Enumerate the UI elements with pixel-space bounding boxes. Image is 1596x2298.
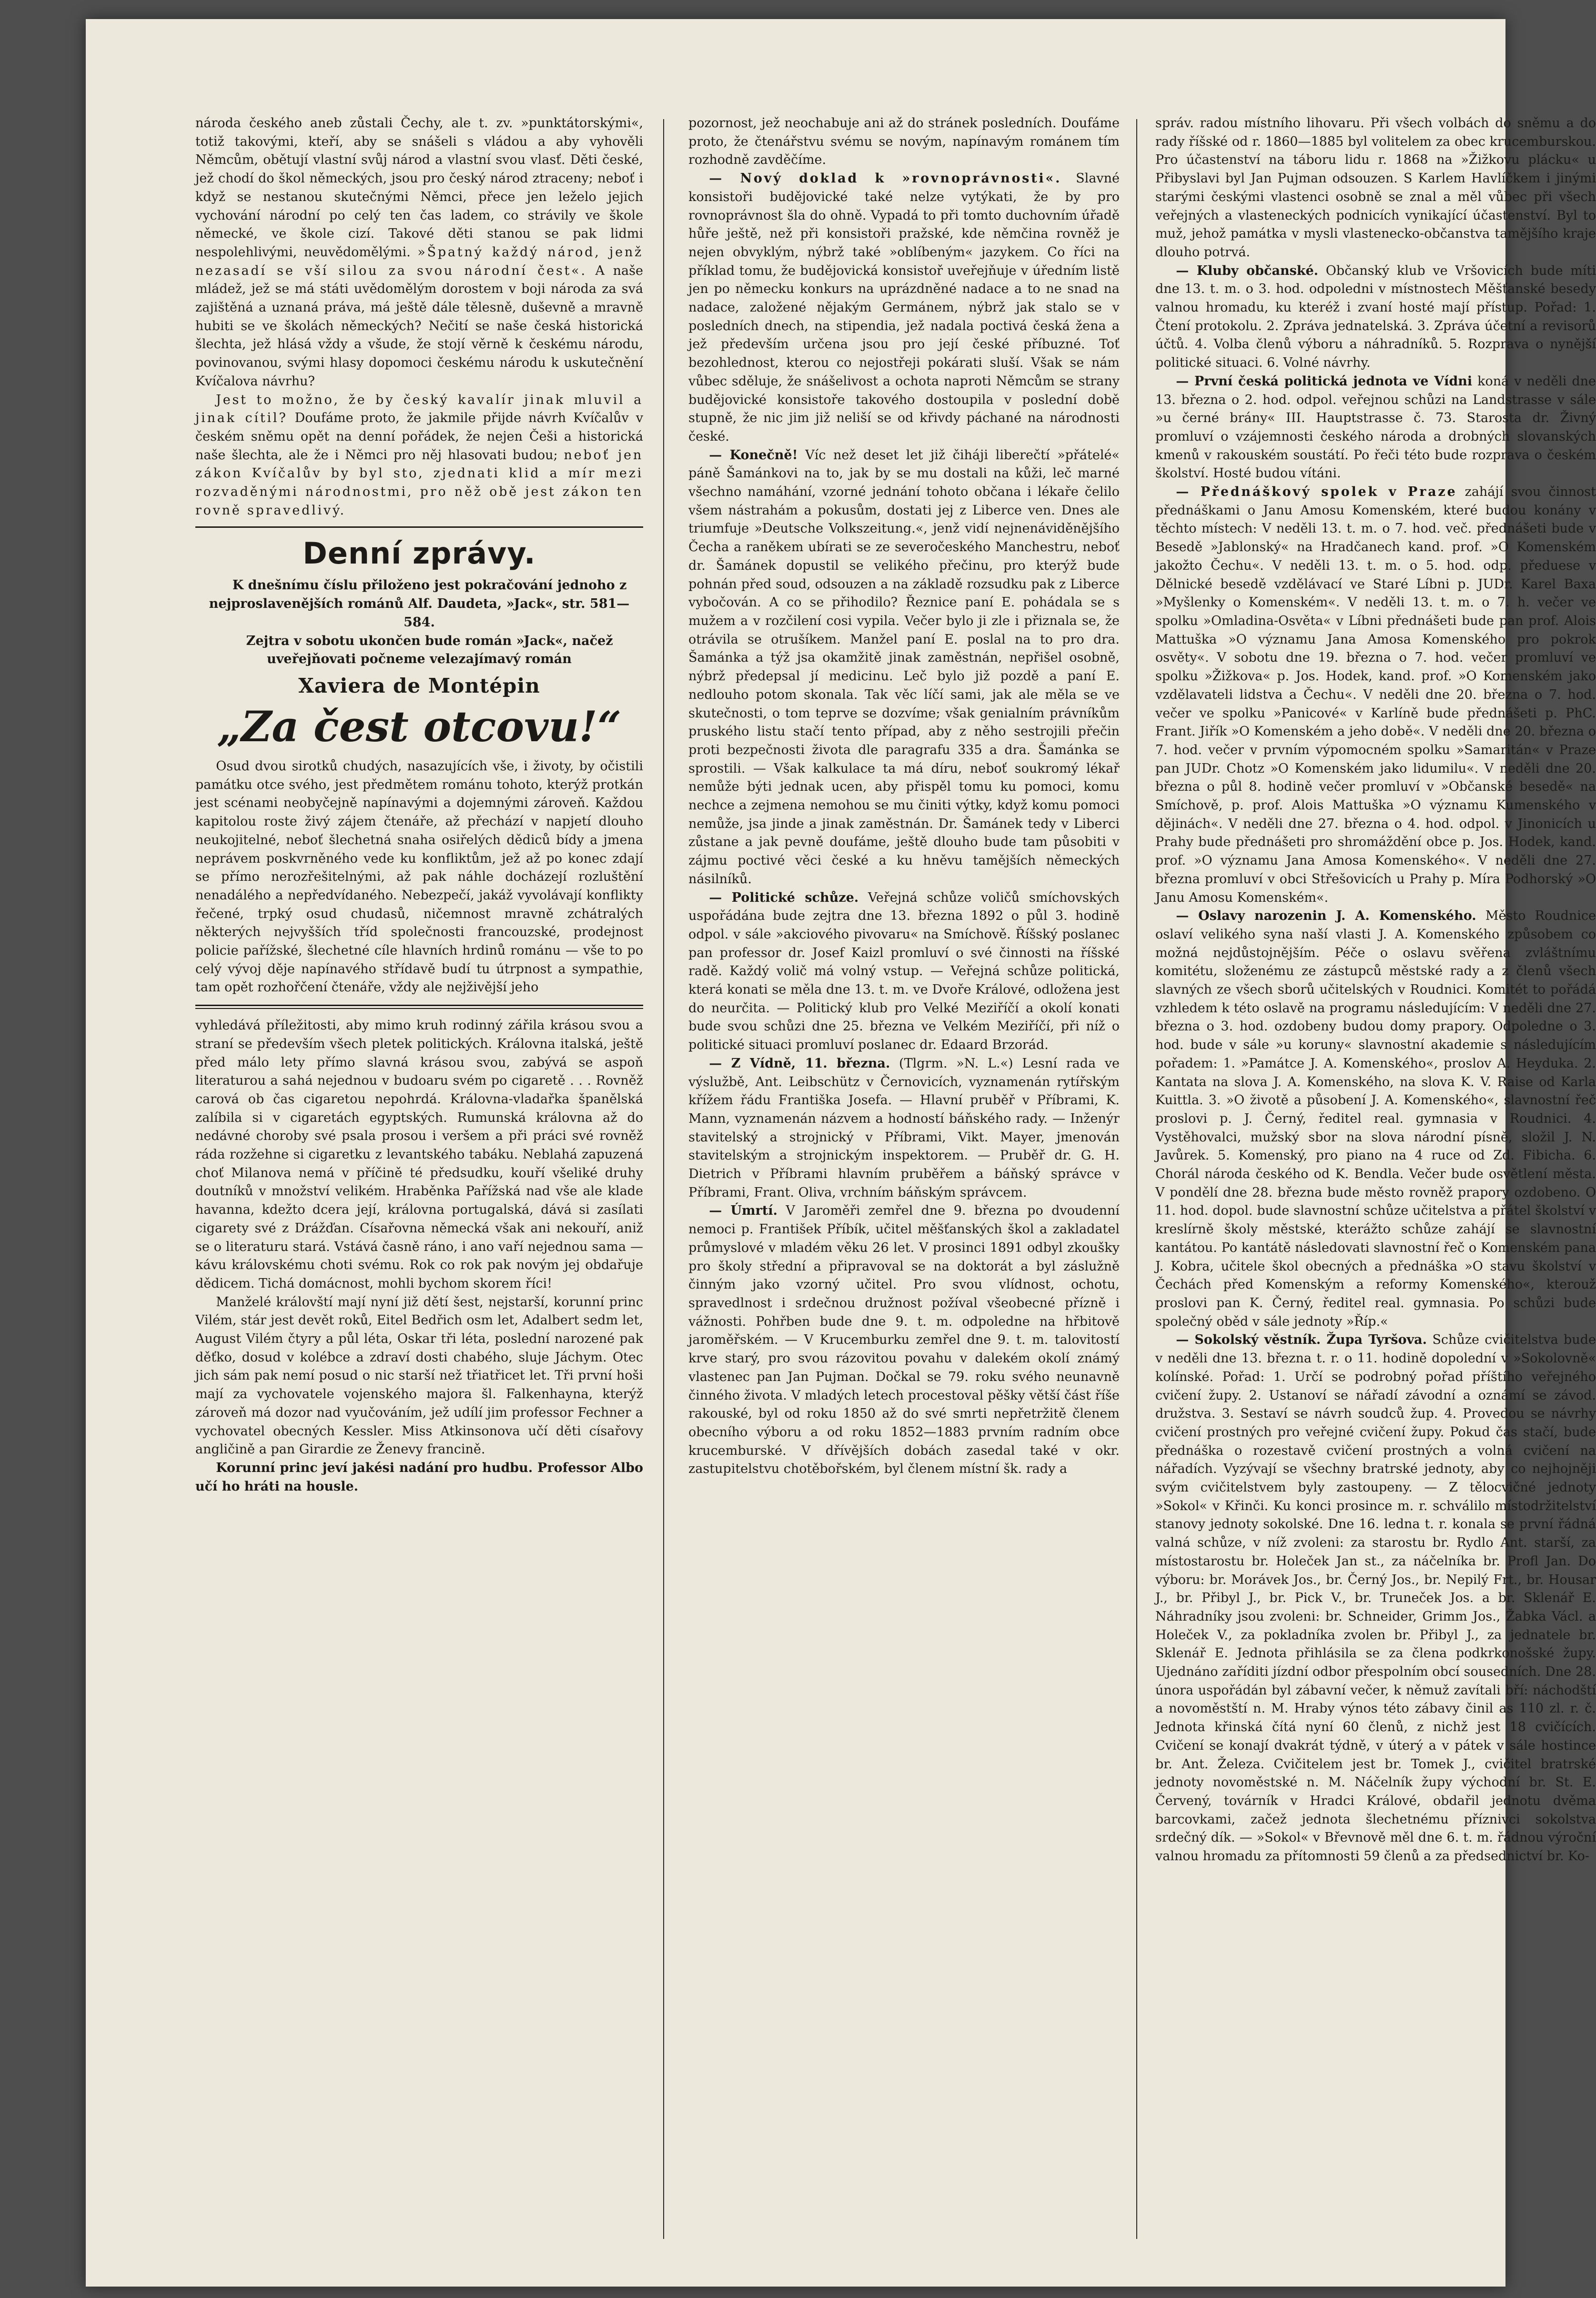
section-divider <box>195 526 643 528</box>
news-item: — Sokolský věstník. Župa Tyršova. Schůze cvičitelstva bude v neděli dne 13. března t. r. o 11. hodině dopolední v »Sokolovně« kolínské. Pořad: 1. Určí se podrobný pořad příštího veřejného cvičení župy. 2. Ustanoví se nářadí závodní a oznámí se závod. družstva. 3. Sestaví se návrh soudců žup. 4. Provedou se návrhy cvičení prostných pro veřejné cvičení župy. Pokud čas stačí, bude přednáška o rozestavě cvičení prostných a volná cvičení na nářadích. Vyzývají se všechny bratrské jednoty, aby co nejhojněji svým cvičitelstvem byly zastoupeny. — Z tělocvičné jednoty »Sokol« v Křinči. Ku konci prosince m. r. schválilo místodržitelství stanovy jednoty sokolské. Dne 16. ledna t. r. konala se první řádná valná schůze, v níž zvoleni: za starostu br. Rydlo Ant. starší, za místostarostu br. Holeček Jan st., za náčelníka br. Profl Jan. Do výboru: br. Morávek Jos., br. Černý Jos., br. Nepilý Frt., br. Housar J., br. Přibyl J., br. Pick V., br. Truneček Jos. a br. Sklenář E. Náhradníky jsou zvoleni: br. Schneider, Grimm Jos., Žabka Václ. a Holeček V., za pokladníka zvolen br. Přibyl J., za jednatele br. Sklenář E. Jednota přihlásila se za člena podkrkonošské župy. Ujednáno zaříditi jízdní odbor přespolním obcí sousedních. Dne 28. února uspořádán byl zábavní večer, k němuž zavítali bří: náchodští a novoměstští n. M. Hraby výnos této zábavy činil as 110 zl. r. č. Jednota křinská čítá nyní 60 členů, z nichž jest 18 cvičících. Cvičení se konají dvakrát týdně, v úterý a v pátek v sále hostince br. Ant. Železa. Cvičitelem jest br. Tomek J., cvičitel bratrské jednoty novoměstské n. M. Náčelník župy východní br. St. E. Červený, továrník v Hradci Králové, obdařil jednotu dvěma barcovkami, začež jednota šlechetnému příznivci sokolstva srdečný dík. — »Sokol« v Břevnově měl dne 6. t. m. řádnou výroční valnou hromadu za přítomnosti 59 členů a za předsednictví br. Ko- <box>1155 1332 1596 1864</box>
column-rule <box>663 119 664 2239</box>
news-item: — Nový doklad k »rovnoprávnosti«. Slavné konsistoři budějovické také nelze vytýkati, že by pro rovnoprávnost šla do ohně. Vypadá to při tomto duchovním úřadě hůře ještě, než při konsistoři pražské, kde němčina rovněž je nejen obvyklým, nýbrž také »oblíbeným« jazykem. Co říci na příklad tomu, že budějovická konsistoř uveřejňuje v úředním listě jen po německu konkurs na uprázdněné nadace a to ne snad na nadace, založené nějakým Germánem, nýbrž jak stalo se v posledních dnech, na stipendia, jež nadala poctivá česká žena a jež především určena jsou pro její české příbuzné. Toť bezohlednost, kterou co nejostřeji pokárati sluší. Však se nám vůbec sděluje, že snášelivost a ochota naproti Němcům se strany budějovické konsistoře takového dostoupila v poslední době stupně, že nic jim již neliší se od křivdy páchané na národnosti české. <box>688 171 1120 444</box>
novel-author: Xaviera de Montépin <box>298 674 540 697</box>
news-item: — Konečně! Víc než deset let již čiháji liberečtí »přátelé« páně Šamánkovi na to, jak by se mu dostali na kůži, leč marné všechno namáhání, vzorné jednání tohoto občana i lékaře čelilo všem nástrahám a pokusům, dostati jej z Liberce ven. Dnes ale triumfuje »Deutsche Volkszeitung.«, jenž vidí nejnenáviděnějšího Čecha a raněkem ubírati se ze severočeského Manchestru, neboť dr. Šamánek dopustil se velikého přečinu, pro kterýž bude pohnán před soud, odsouzen a na základě rozsudku pak z Liberce vybočován. A co se přihodilo? Řeznice paní E. pohádala se s mužem a v rozčilení cosi vypila. Večer bylo ji zle i přiznala se, že otrávila se otrušíkem. Manžel paní E. poslal na to pro dra. Šamánka a týž jsa okamžitě jinak zaměstnán, nepřišel osobně, nýbrž předepsal jí medicinu. Leč bylo již pozdě a paní E. nedlouho potom skonala. Tak věc líčí sami, jak ale měla se ve skutečnosti, o tom teprve se dozvíme; však genialním právníkům pruského listu stačí tento případ, aby z něho sestrojili přečin proti bezpečnosti života dle paragrafu 335 a dra. Šamánka se sprostili. — Však kalkulace ta má díru, neboť soukromý lékař nemůže býti jednak ucen, aby přispěl tomu ku pomoci, komu nechce a zejmena nemohou se mu činiti výtky, když komu pomoci nemůže, jsa jinde a jinak zaměstnán. Dr. Šamánek tedy v Liberci zůstane a jak pevně doufáme, ještě dlouho bude tam působiti v zájmu poctivé věci české a ku hněvu tamějších německých násilníků. <box>688 447 1120 887</box>
feuilleton-paragraph: Korunní princ jeví jakési nadání pro hudbu. Professor Albo učí ho hráti na housle. <box>195 1461 643 1494</box>
feuilleton-paragraph: vyhledává příležitosti, aby mimo kruh rodinný zářila krásou svou a straní se především všech pletek politických. Královna italská, ještě před málo lety přímo slavná krásou svou, zabývá se aspoň literaturou a sahá nejednou v budoaru svém po cigaretě . . . Rovněž carová ob čas cigaretou nepohrdá. Královna-vladařka španělská zalíbila si v cigaretách egyptských. Rumunská královna až do nedávné choroby své psala prosou i veršem a při práci své rovněž ráda rozžehne si cigaretku z levantského tabáku. Neblahá zapuzená choť Milanova nemá v příčině té předsudku, kouří všeliké druhy doutníků v množství velikém. Hraběnka Pařížská nad vše ale klade havanna, kdežto dcera její, královna portugalská, dává si zasílati cigarety své z Drážďan. Císařovna německá však ani nekouří, aniž se o literaturu stará. Vstává časně ráno, i ano vaří nejednou sama — kávu královskému choti svému. Rok co rok pak novým jej obdařuje dědicem. Tichá domácnost, mohli bychom skorem říci! <box>195 1018 643 1291</box>
column-2 <box>688 114 1120 2244</box>
news-heading: — Politické schůze. <box>709 890 859 905</box>
supplement-notice: K dnešnímu číslu přiloženo jest pokračování jednoho z nejproslavenějších románů Alf. Daudeta, »Jack«, str. 581—584. <box>209 578 630 630</box>
newspaper-page <box>86 19 1596 2287</box>
column-3 <box>1155 114 1596 2244</box>
column-rule <box>1136 119 1137 2239</box>
news-heading: — Oslavy narozenin J. A. Komenského. <box>1176 908 1476 924</box>
section-divider <box>195 1005 643 1009</box>
news-item: — Oslavy narozenin J. A. Komenského. Město Roudnice oslaví velikého syna naší vlasti J. A. Komenského způsobem co možná nejdůstojnějším. Péče o oslavu svěřena zvláštnímu komitétu, složenému ze zástupců městské rady a z členů všech slavných ze všech sborů učitelských v Roudnici. Komitét to pořádá vzhledem k této oslavě na programu následujícím: V neděli dne 27. března o 3. hod. ozdobeny budou domy prapory. Odpoledne o 3. hod. bude v sále »u koruny« slavnostní akademie s následujícím pořadem: 1. »Památce J. A. Komenského«, proslov A. Heyduka. 2. Kantata na slova J. A. Komenského, na slova K. V. Raise od Karla Kuittla. 3. »O životě a působení J. A. Komenského«, slavnostní řeč proslovi p. J. Černý, ředitel real. gymnasia v Roudnici. 4. Vystěhovalci, mužský sbor na slova národní písně, složil J. N. Javůrek. 5. Komenský, pro piano na 4 ruce od Zd. Fibicha. 6. Chorál národa českého od K. Bendla. Večer bude osvětlení města. V pondělí dne 28. března bude město rovněž prapory ozdobeno. O 11. hod. dopol. bude slavnostní schůze učitelstva a přátel školství v kreslírně školy městské, kterážto schůze zahájí se slavnostní kantátou. Po kantátě následovati slavnostní řeč o Komenském pana J. Kobra, učitele škol obecných a přednáška »O stavu školství v Čechách před Komenským a reformy Komenského«, kterouž proslovi pan K. Černý, ředitel real. gymnasia. Po schůzi bude společný oběd v sále jednoty »Říp.« <box>1155 908 1596 1329</box>
news-heading: — První česká politická jednota ve Vídni <box>1176 373 1473 389</box>
news-item: — Úmrtí. V Jaroměři zemřel dne 9. března po dvoudenní nemoci p. František Příbík, učitel měšťanských škol a zakladatel průmyslové v mladém věku 26 let. V prosinci 1891 odbyl zkoušky pro školy střední a připravoval se na doktorát a byl záslužně činným jako vzorný učitel. Pro svou vlídnost, ochotu, spravedlnost i srdečnou družnost požíval všeobecné přízně i vážnosti. Pohřben bude dne 9. t. m. odpoledne na hřbitově jaroměřském. — V Krucemburku zemřel dne 9. t. m. talovitostí krve starý, pro svou rázovitou povahu v dalekém okolí známý vlastenec pan Jan Pujman. Dočkal se 79. roku svého neunavně činného života. V mladých letech procestoval pěšky větší část říše rakouské, byl od roku 1850 až do své smrti nepřetržitě členem obecního výboru a od roku 1852—1883 prvním radním obce krucemburské. V dřívějších dobách zasedal také v okr. zastupitelstvu chotěbořském, byl členem místní šk. rady a <box>688 1203 1120 1477</box>
novel-description: Osud dvou sirotků chudých, nasazujících vše, i životy, by očistili památku otce svého, jest předmětem románu tohoto, kterýž protkán jest scénami neobyčejně napínavými a dojemnými zároveň. Každou kapitolou roste živý zájem čtenáře, až přechází v napjetí dlouho neukojitelné, neboť šlechetná snaha osiřelých dědiců bídy a jmena neprávem poskvrněného vede ku konfliktům, jež až po konec zdají se přímo nerozřešitelnými, až pak náhle docházejí rozluštění nenadálého a nepředvídaného. Nebezpečí, jakáž vyvolávají konflikty řečené, trpký osud chudasů, ničemnost mravně zchátralých některých nejvyšších tříd společnosti francouzské, prodejnost policie pařížské, šlechetné cíle hlavních hrdinů románu — vše to po celý vývoj děje napínavého střídavě budí tu útrpnost a sympathie, tam opět rozhořčení čtenáře, vždy ale nejživější jeho <box>195 758 643 995</box>
news-item: — Politické schůze. Veřejná schůze voličů smíchovských uspořádána bude zejtra dne 13. března 1892 o půl 3. hodině odpol. v sále »akciového pivovaru« na Smíchově. Říšský poslanec pan professor dr. Josef Kaizl promluví o své činnosti na říšské radě. Každý volič má volný vstup. — Veřejná schůze politická, která konati se měla dne 13. t. m. ve Dvoře Králové, odložena jest do neurčita. — Politický klub pro Velké Meziříčí a okolí konati bude svou schůzi dne 25. března ve Velkém Meziříčí, při níž o politické situaci promluví poslanec dr. Edaard Brzorád. <box>688 890 1120 1053</box>
article-continuation: pozornost, jež neochabuje ani až do stránek posledních. Doufáme proto, že čtenářstvu svému se novým, napínavým románem tím rozhodně zavděčíme. <box>688 116 1120 168</box>
section-title: Denní zprávy. <box>303 536 536 571</box>
news-heading: — Přednáškový spolek v Praze <box>1176 484 1457 500</box>
feuilleton-paragraph: Manželé královští mají nyní již dětí šest, nejstarší, korunní princ Vilém, stár jest devět roků, Eitel Bedřich osm let, Adalbert sedm let, August Vilém čtyry a půl léta, Oskar tři léta, poslední narozené pak děťko, dosud v kolébce a zdraví dosti chabého, sluje Jáchym. Otec jich sám pak nemí posud o nic starší než třiatřicet let. Tři první hoši mají za vychovatele vojenského majora šl. Falkenhayna, kterýž zároveň má dozor nad vyučováním, jež udílí jim professor Fechner a vychovatel obecných Kessler. Miss Atkinsonova učí děti císařovy angličině a pan Girardie ze Ženevy francině. <box>195 1294 643 1457</box>
novel-title: „Za čest otcovu!“ <box>217 701 622 751</box>
news-item: — První česká politická jednota ve Vídni koná v neděli dne 13. března o 2. hod. odpol. veřejnou schůzi na Landstrasse v sále »u černé brány« III. Hauptstrasse č. 73. Starosta dr. Živný promluví o vzájemnosti českého národa a drobných slovanských kmenů v rakouském soustátí. Po řeči této bude rozprava o českém školství. Hosté budou vítáni. <box>1155 373 1596 481</box>
news-heading: — Z Vídně, 11. března. <box>709 1056 890 1071</box>
emphasized-conclusion: neboť jen zákon Kvíčalův by byl sto, zjednati klid a mír mezi rozvaděnými národnostmi, pro něž obě jest zákon ten rovně spravedlivý. <box>195 447 643 518</box>
article-continuation: národa českého aneb zůstali Čechy, ale t. zv. »punktátorskými«, totiž takovými, kteří, aby se snášeli s vládou a aby vyhověli Němcům, obětují vlastní svůj národ a vlastní svou vlasť. Děti české, jež chodí do škol německých, jsou pro český národ ztraceny; neboť i když se nestanou skutečnými Němci, přece jen leželo jejich vychování národní po celý ten čas ladem, co strávily ve škole německé, ve škole cizí. Takové děti stanou se pak lidmi nespolehlivými, neuvědomělými. »Špatný každý národ, jenž nezasadí se vší silou za svou národní čest«. A naše mládež, jež se má státi uvědomělým dorostem v boji národa za svá zajištěná a uznaná práva, má ještě dále tělesně, duševně a mravně hubiti se ve školách německých? Nečití se naše česká historická šlechta, jež hlásá vždy a všude, že stojí věrně k českému národu, povinovanou, svými hlasy dopomoci českému národu k uskutečnění Kvíčalova návrhu? <box>195 116 643 389</box>
news-item: — Z Vídně, 11. března. (Tlgrm. »N. L.«) Lesní rada ve výslužbě, Ant. Leibschütz v Černovicích, vyznamenán rytířským křížem řádu Františka Josefa. — Hlavní pruběř v Příbrami, K. Mann, vyznamenán názvem a hodností báňského rady. — Inženýr stavitelský a strojnický v Příbrami, Vikt. Mayer, jmenován stavitelským a strojnickým inspektorem. — Pruběř dr. G. H. Dietrich v Příbrami hlavním pruběřem a báňský správce v Příbrami, Frant. Oliva, vrchním báňským správcem. <box>688 1056 1120 1200</box>
serial-notice: Zejtra v sobotu ukončen bude román »Jack«, načež uveřejňovati počneme velezajímavý román <box>246 633 613 667</box>
column-1 <box>195 114 643 2244</box>
article-continuation: správ. radou místního lihovaru. Při všech volbách do sněmu a do rady říšské od r. 1860—1885 byl volitelem za obec krucemburskou. Pro účastenství na táboru lidu r. 1868 na »Žižkovu plácku« u Přibyslavi byl Jan Pujman odsouzen. S Karlem Havlíčkem i jinými starými českými vlastenci osobně se znal a měl vůbec při všech veřejných a vlasteneckých podnicích vynikající účastenství. Byl to muž, jehož památka v mysli vlastenecko-občanstva tamějšího kraje dlouho potrvá. <box>1155 116 1596 260</box>
news-heading: — Nový doklad k »rovnoprávnosti«. <box>709 171 1062 186</box>
article-paragraph: Jest to možno, že by český kavalír jinak mluvil a jinak cítil? Doufáme proto, že jakmile přijde návrh Kvíčalův v českém sněmu opět na denní pořádek, že nejen Češi a historická naše šlechta, ale že i Němci pro něj hlasovati budou; neboť jen zákon Kvíčalův by byl sto, zjednati klid a mír mezi rozvaděnými národnostmi, pro něž obě jest zákon ten rovně spravedlivý. <box>195 392 643 518</box>
news-item: — Kluby občanské. Občanský klub ve Vršovicích bude míti dne 13. t. m. o 3. hod. odpoledni v místnostech Měšťanské besedy valnou hromadu, ku kteréž i zvaní hosté mají přístup. Pořad: 1. Čtení protokolu. 2. Zpráva jednatelská. 3. Zpráva účetní a revisorů účtů. 4. Volba členů výboru a náhradníků. 5. Rozprava o nynější politické situaci. 6. Volné návrhy. <box>1155 263 1596 371</box>
news-heading: — Úmrtí. <box>709 1203 778 1219</box>
news-heading: — Konečně! <box>709 447 798 463</box>
news-heading: — Sokolský věstník. Župa Tyršova. <box>1176 1332 1427 1348</box>
news-heading: — Kluby občanské. <box>1176 263 1319 278</box>
news-item: — Přednáškový spolek v Praze zahájí svou činnost přednáškami o Janu Amosu Komenském, které budou konány v těchto místech: V neděli 13. t. m. o 7. hod. več. přednášeti bude v Besedě »Jablonský« na Hradčanech kand. prof. »O Komenském jakožto Čechu«. V neděli 13. t. m. o 5. hod. odp. předuese v Dělnické besedě vzdělávací ve Staré Líbni p. JUDr. Karel Baxa »Myšlenky o Komenském«. V neděli 13. t. m. o 7. h. večer ve spolku »Omladina-Osvěta« v Líbni přednášeti bude pan prof. Alois Mattuška »O významu Jana Amosa Komenského pro pokrok osvěty«. V sobotu dne 19. března o 7. hod. večer promluví ve spolku »Žižkova« p. Jos. Hodek, kand. prof. »O Komenském jako vzdělavateli lidstva a Čechu«. V neděli dne 20. března o 7. hod. večer ve spolku »Panicové« v Karlíně bude přednášeti p. PhC. Frant. Jiřík »O Komenském a jeho době«. V neděli dne 20. března o 7. hod. večer v prvním výpomocném spolku »Samaritán« v Praze pan JUDr. Chotz »O Komenském jako lidumilu«. V neděli dne 20. března o půl 8. hodině večer promluví v »Občanské besedě« na Smíchově, p. prof. Alois Mattuška »O významu Kumenského v dějinách«. V neděli dne 27. března o 4. hod. odpol. v Jinonicích u Prahy bude přednášeti pro shromáždění obce p. Jos. Hodek, kand. prof. »O významu Jana Amosa Komenského«. V neděli dne 27. března promluví v obci Střešovicích u Prahy p. Míra Podhorský »O Janu Amosu Komenském«. <box>1155 484 1596 905</box>
emphasized-question: Jest to možno, že by český kavalír jinak mluvil a jinak cítil? <box>195 392 643 426</box>
emphasized-quote: »Špatný každý národ, jenž nezasadí se vší silou za svou národní čest«. <box>195 244 643 278</box>
